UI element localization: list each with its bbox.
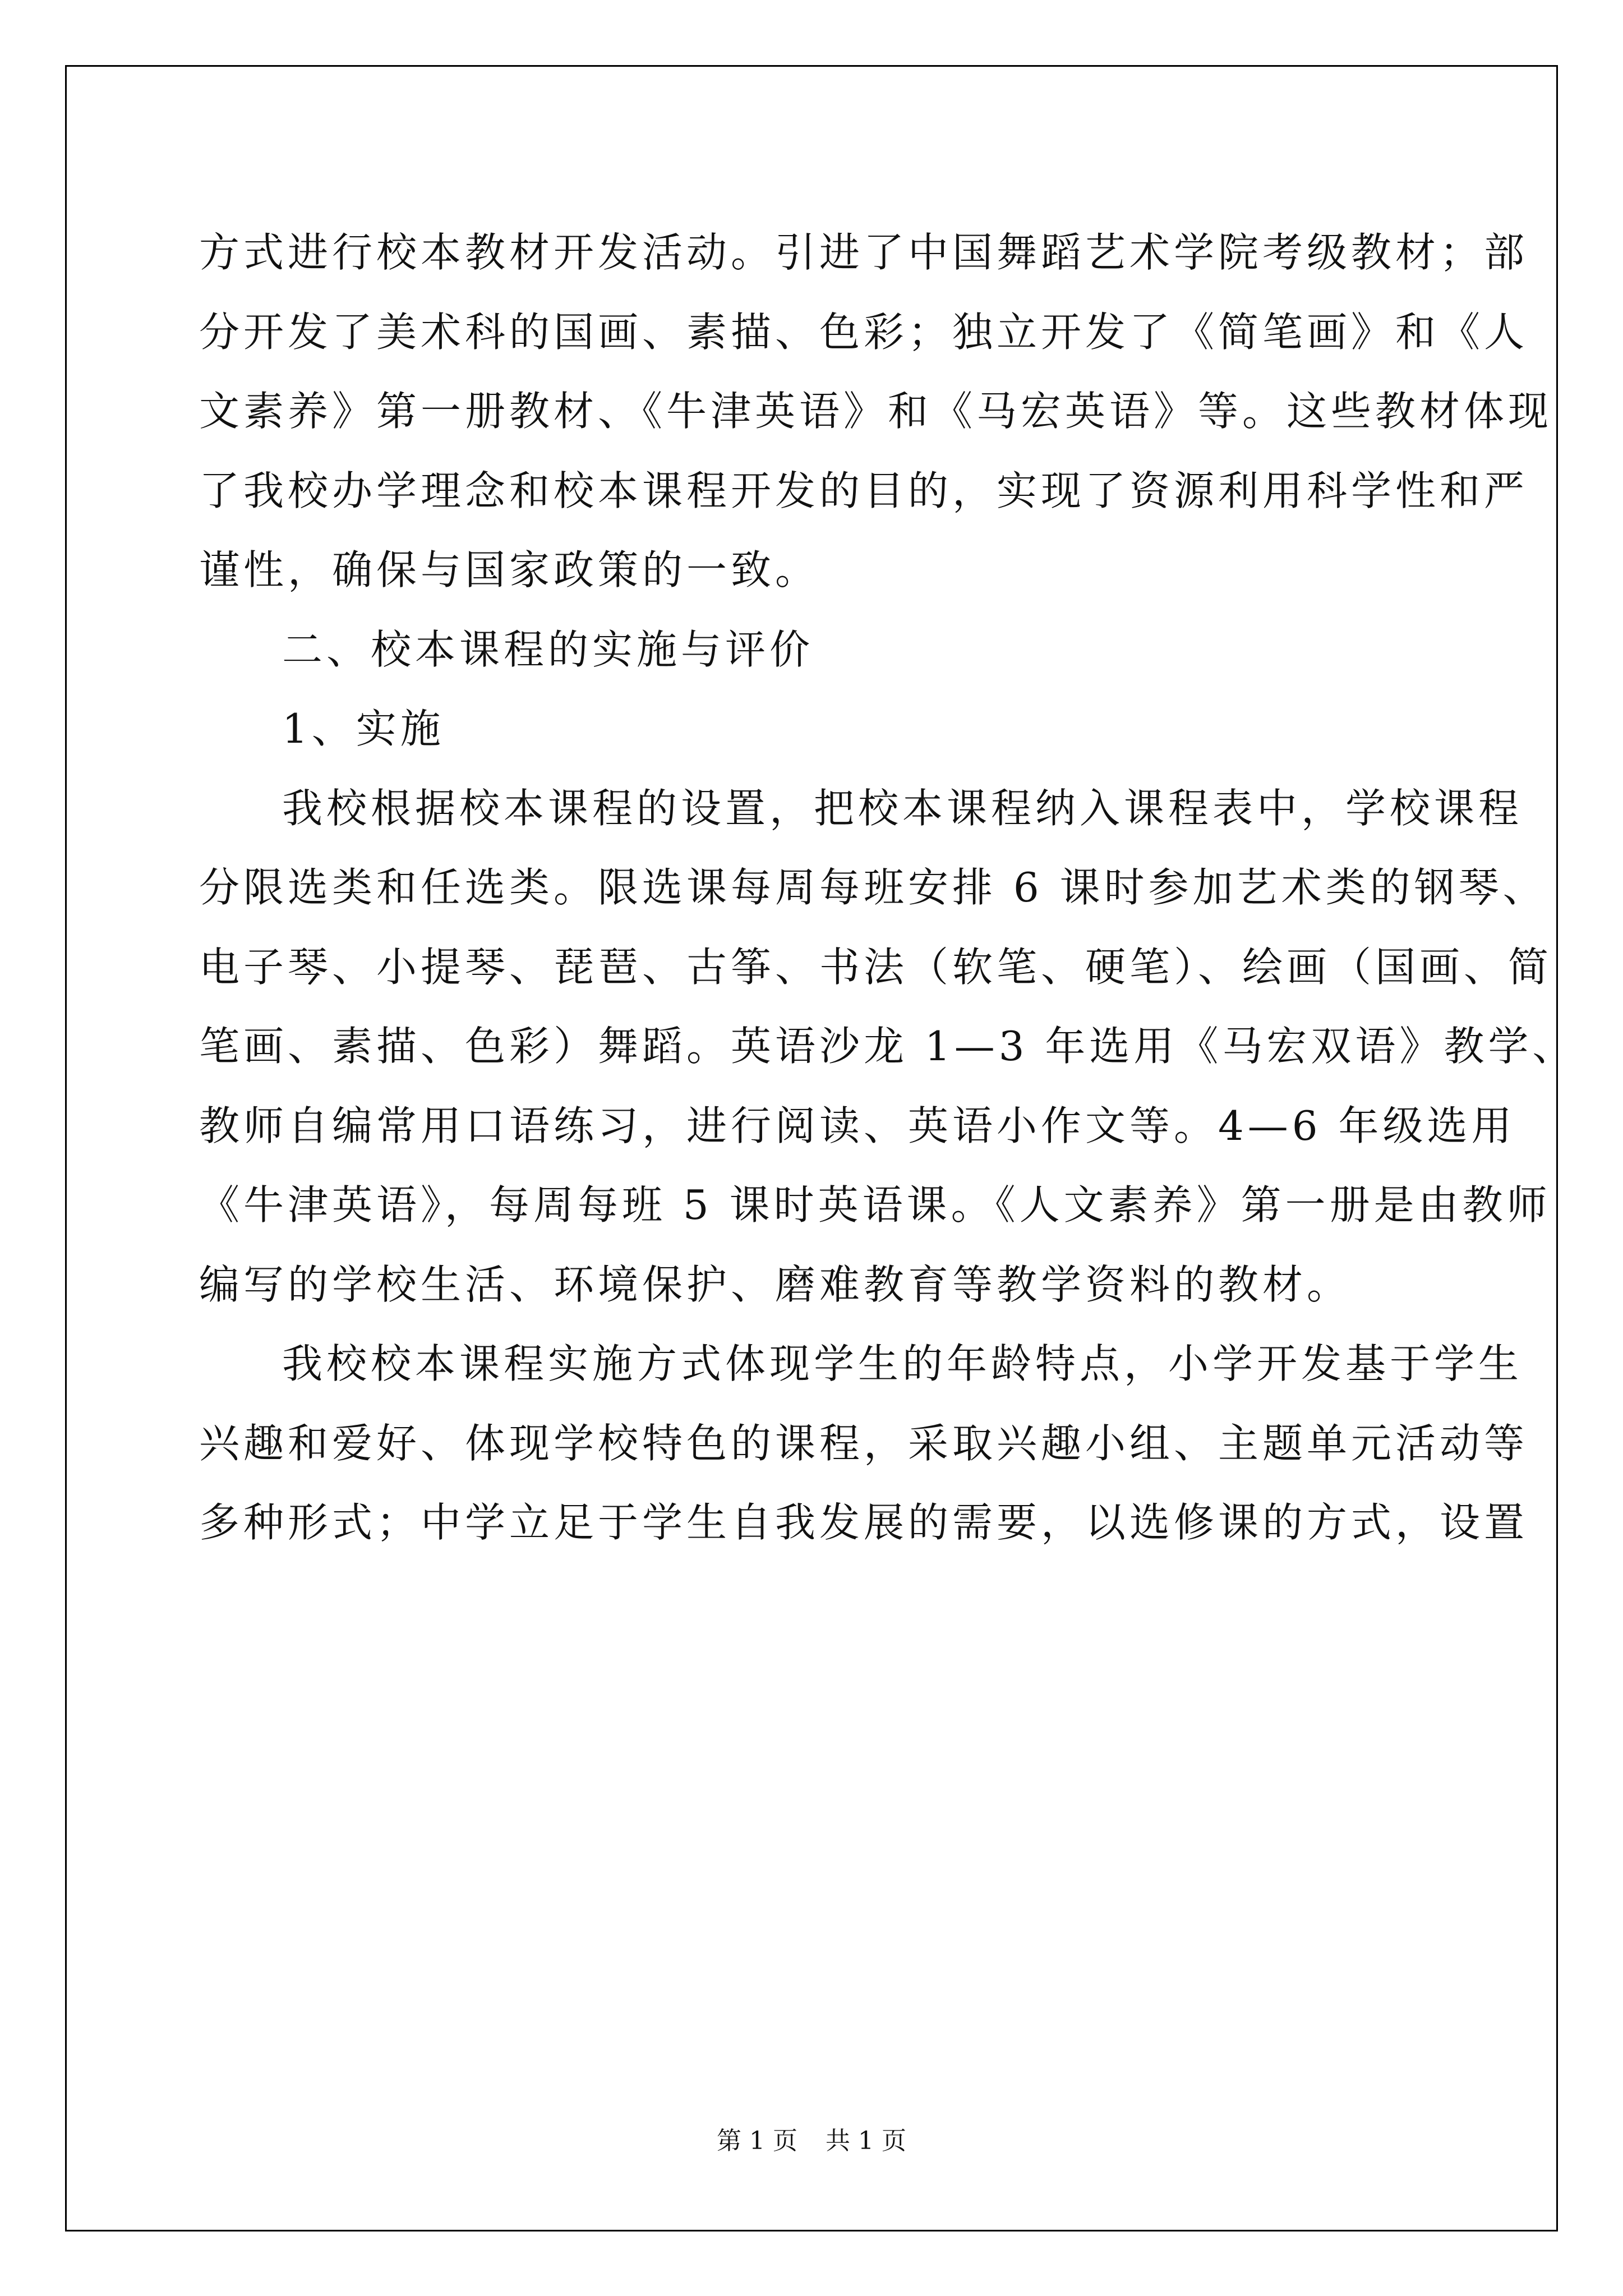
section-heading: 二、校本课程的实施与评价 [282,625,814,673]
text-line: 多种形式；中学立足于学生自我发展的需要，以选修课的方式，设置 [199,1499,1529,1546]
text-line: 编写的学校生活、环境保护、磨难教育等教学资料的教材。 [199,1260,1352,1308]
text-line: 方式进行校本教材开发活动。引进了中国舞蹈艺术学院考级教材；部 [199,229,1529,276]
text-line: 分限选类和任选类。限选课每周每班安排 6 课时参加艺术类的钢琴、 [199,864,1547,911]
document-body [199,213,1577,1563]
text-line: 我校校本课程实施方式体现学生的年龄特点，小学开发基于学生 [282,1340,1523,1387]
text-line: 了我校办学理念和校本课程开发的目的，实现了资源利用科学性和严 [199,467,1529,514]
page-number: 第 1 页 [717,2127,797,2155]
text-line: 文素养》第一册教材、《牛津英语》和《马宏英语》等。这些教材体现 [199,388,1553,435]
text-line: 分开发了美术科的国画、素描、色彩；独立开发了《简笔画》和《人 [199,308,1529,356]
text-line: 我校根据校本课程的设置，把校本课程纳入课程表中，学校课程 [282,784,1523,832]
page-total: 共 1 页 [826,2127,906,2155]
text-line: 谨性，确保与国家政策的一致。 [199,546,820,593]
text-line: 兴趣和爱好、体现学校特色的课程，采取兴趣小组、主题单元活动等 [199,1419,1529,1467]
text-line: 笔画、素描、色彩）舞蹈。英语沙龙 1—3 年选用《马宏双语》教学、 [199,1023,1577,1070]
text-line: 教师自编常用口语练习，进行阅读、英语小作文等。4—6 年级选用 [199,1102,1516,1149]
text-line: 电子琴、小提琴、琵琶、古筝、书法（软笔、硬笔）、绘画（国画、简 [199,943,1553,991]
text-line: 《牛津英语》，每周每班 5 课时英语课。《人文素养》第一册是由教师 [199,1181,1551,1228]
page-footer [0,2120,1623,2156]
subsection-heading: 1、实施 [282,705,445,752]
